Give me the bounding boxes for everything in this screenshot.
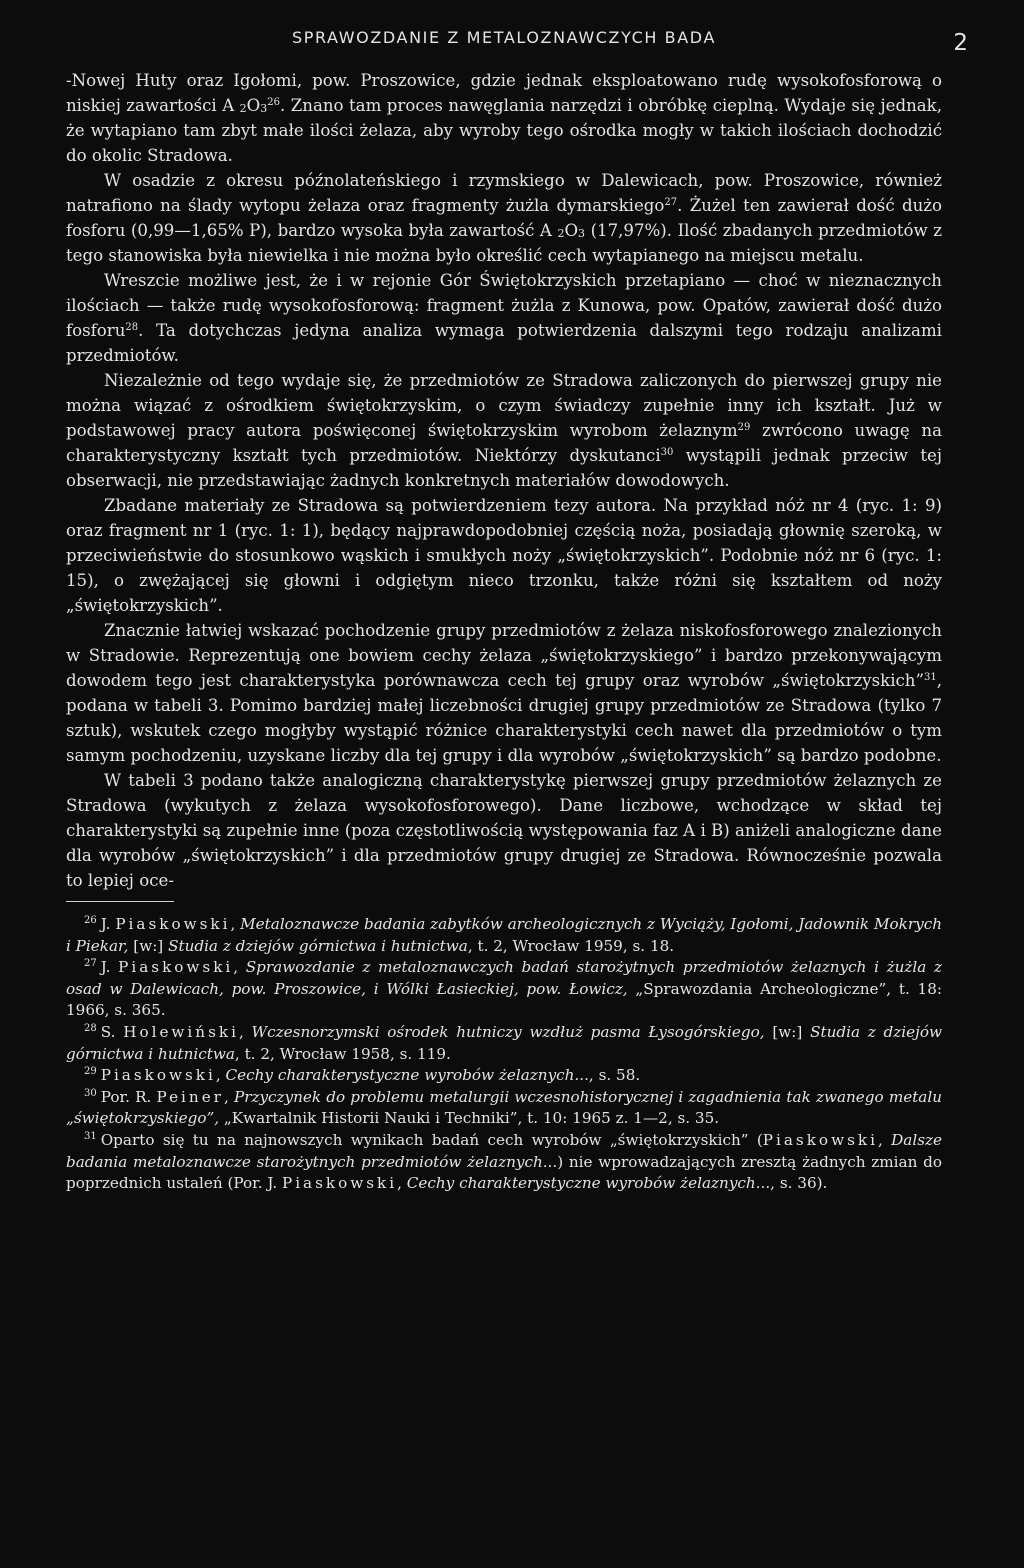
p1-subscript: 2 (239, 102, 247, 115)
footnotes (66, 914, 942, 1195)
footnote-author-prefix: S. (100, 1022, 124, 1041)
footnote-title: Przyczynek do problemu metalurgii wczesnohistorycznej i zagadnienia tak zwanego metalu „świętokrzyskiego”, (66, 1087, 943, 1128)
footnote-number: 31 (84, 1130, 97, 1142)
footnote-number: 28 (84, 1022, 97, 1034)
footnote-number: 30 (84, 1087, 97, 1099)
footnote-tail: , s. 36). (770, 1174, 828, 1193)
paragraph-7: W tabeli 3 podano także analogiczną charakterystykę pierwszej grupy przedmiotów żelaznych ze Stradowa (wykutych z żelaza wysokofosforowego). Dane liczbowe, wchodzące w skład tej charakterystyki są zupełnie inne (poza częstotliwością występowania faz A i B) aniżeli analogiczne dane dla wyrobów „świętokrzyskich” i dla przedmiotów grupy drugiej ze Stradowa. Równocześnie pozwala to lepiej oce- (66, 771, 942, 890)
footnote-28 (66, 1022, 942, 1065)
footnote-author-prefix: Por. R. (100, 1087, 157, 1106)
footnote-ref-31: 31 (923, 672, 937, 683)
footnote-separator: , (238, 1022, 252, 1041)
footnote-divider (66, 901, 174, 902)
p2-text-d: (17,97%). Ilość zbadanych przedmiotów z tego stanowiska była niewielka i nie można było określić cech wytapianego na miejscu metalu. (66, 221, 942, 265)
footnote-number: 27 (84, 958, 97, 970)
footnote-title: Dalsze badania metaloznawcze starożytnych przedmiotów żelaznych... (66, 1130, 942, 1171)
footnote-author: Holewiński (123, 1022, 239, 1041)
p4-text-c: wystąpili jednak przeciw tej obserwacji, nie przedstawiając żadnych konkretnych materiałów dowodowych. (66, 446, 943, 490)
footnote-series: Studia z dziejów górnictwa i hutnictwa (66, 1022, 942, 1063)
footnote-author: Peiner (156, 1087, 224, 1106)
footnote-mid: ) nie wprowadzających zresztą żadnych zmian do poprzednich ustaleń (Por. J. (66, 1152, 942, 1193)
paragraph-5: Zbadane materiały ze Stradowa są potwierdzeniem tezy autora. Na przykład nóż nr 4 (ryc. 1: 9) oraz fragment nr 1 (ryc. 1: 1), będący najprawdopodobniej częścią noża, posiadają głownię szeroką, w przeciwieństwie do stosunkowo wąskich i smukłych noży „świętokrzyskich”. Podobnie nóż nr 6 (ryc. 1: 15), o zwężającej się głowni i odgiętym nieco trzonku, także różni się kształtem od noży „świętokrzyskich”. (66, 496, 942, 615)
p2-subscript-2: 3 (578, 227, 586, 240)
footnote-ref-27: 27 (664, 197, 678, 208)
page-number: 2 (953, 30, 968, 56)
footnote-27 (66, 957, 942, 1022)
p1-subscript-2: 3 (260, 102, 268, 115)
footnote-26 (66, 914, 942, 957)
footnote-ref-29: 29 (737, 422, 751, 433)
paragraph-1 (66, 68, 942, 168)
footnote-30 (66, 1087, 942, 1130)
footnote-author: Piaskowski (100, 1066, 216, 1085)
paragraph-3 (66, 268, 942, 368)
footnote-tail: , t. 2, Wrocław 1958, s. 119. (234, 1044, 451, 1063)
p4-text-b: zwrócono uwagę na charakterystyczny kształt tych przedmiotów. Niektórzy dyskutanci (66, 421, 942, 465)
p2-text-b: . Żużel ten zawierał dość dużo fosforu (0,99—1,65% P), bardzo wysoka była zawartość A (66, 196, 942, 240)
p1-text-a: -Nowej Huty oraz Igołomi, pow. Proszowice, gdzie jednak eksploatowano rudę wysokofosforową o niskiej zawartości A (66, 71, 942, 115)
footnote-29 (66, 1065, 942, 1087)
footnote-ref-28: 28 (125, 322, 139, 333)
p2-text-a: W osadzie z okresu późnolateńskiego i rzymskiego w Dalewicach, pow. Proszowice, również natrafiono na ślady wytopu żelaza oraz fragmenty żużla dymarskiego (66, 171, 942, 215)
footnote-tail: , t. 2, Wrocław 1959, s. 18. (467, 936, 675, 955)
footnote-separator: , (877, 1130, 892, 1149)
running-head: SPRAWOZDANIE Z METALOZNAWCZYCH BADA (291, 28, 716, 47)
paragraph-2 (66, 168, 942, 268)
p6-text-b: , podana w tabeli 3. Pomimo bardziej małej liczebności drugiej grupy przedmiotów ze Stradowa (tylko 7 sztuk), wskutek czego mogłyby wystąpić różnice charakterystyki cech nawet dla przedmiotów o tym samym pochodzeniu, uzyskane liczby dla tej grupy i dla wyrobów „świętokrzyskich” są bardzo podobne. (66, 671, 942, 765)
p2-text-c: O (564, 221, 579, 240)
p1-text-c: . Znano tam proces nawęglania narzędzi i obróbkę cieplną. Wydaje się jednak, że wytapiano tam zbyt małe ilości żelaza, aby wyroby tego ośrodka mogły w takich ilościach dochodzić do okolic Stradowa. (66, 96, 942, 165)
footnote-separator: , (215, 1066, 226, 1085)
p3-text-b: . Ta dotychczas jedyna analiza wymaga potwierdzenia dalszymi tego rodzaju analizami przedmiotów. (66, 321, 942, 365)
page-header (66, 24, 968, 68)
footnote-tail: „Sprawozdania Archeologiczne”, t. 18: 1966, s. 365. (66, 979, 942, 1020)
footnote-author: Piaskowski (762, 1130, 878, 1149)
p6-text-a: Znacznie łatwiej wskazać pochodzenie grupy przedmiotów z żelaza niskofosforowego znalezionych w Stradowie. Reprezentują one bowiem cechy żelaza „świętokrzyskiego” i bardzo przekonywającym dowodem tego jest charakterystyka porównawcza cech tej grupy oraz wyrobów „świętokrzyskich” (66, 621, 942, 690)
footnote-title: Sprawozdanie z metaloznawczych badań starożytnych przedmiotów żelaznych i żużla z osad w Dalewicach, pow. Proszowice, i Wólki Łasieckiej, pow. Łowicz, (66, 958, 942, 998)
footnote-in: [w:] (764, 1022, 811, 1041)
footnote-separator-2: , (397, 1174, 407, 1193)
footnote-ref-26: 26 (267, 97, 281, 108)
footnote-number: 29 (84, 1066, 97, 1078)
footnote-author: Piaskowski (118, 958, 234, 977)
footnote-number: 26 (84, 915, 97, 926)
footnote-title: Cechy charakterystyczne wyrobów żelaznych... (225, 1066, 589, 1085)
footnote-ref-30: 30 (660, 447, 674, 458)
body-text (66, 68, 942, 893)
p3-text-a: Wreszcie możliwe jest, że i w rejonie Gór Świętokrzyskich przetapiano — choć w nieznacznych ilościach — także rudę wysokofosforową: fragment żużla z Kunowa, pow. Opatów, zawierał dość dużo fosforu (66, 271, 942, 340)
footnote-pre: Oparto się tu na najnowszych wynikach badań cech wyrobów „świętokrzyskich” ( (100, 1130, 763, 1149)
footnote-title-2: Cechy charakterystyczne wyrobów żelaznych... (406, 1174, 771, 1193)
p4-text-a: Niezależnie od tego wydaje się, że przedmiotów ze Stradowa zaliczonych do pierwszej grupy nie można wiązać z ośrodkiem świętokrzyskim, o czym świadczy zupełnie inny ich kształt. Już w podstawowej pracy autora poświęconej świętokrzyskim wyrobom żelaznym (66, 371, 942, 440)
footnote-author: Piaskowski (115, 915, 231, 933)
footnote-tail: , s. 58. (588, 1066, 641, 1085)
footnote-separator: , (223, 1087, 234, 1106)
footnote-in: [w:] (128, 936, 169, 955)
footnote-title: Metaloznawcze badania zabytków archeologicznych z Wyciąży, Igołomi, Jadownik Mokrych i Piekar, (66, 915, 942, 955)
p2-subscript: 2 (557, 227, 565, 240)
footnote-31 (66, 1130, 942, 1195)
document-page (66, 24, 968, 1195)
footnote-author-prefix: J. (100, 915, 116, 933)
footnote-title: Wczesnorzymski ośrodek hutniczy wzdłuż pasma Łysogórskiego, (251, 1022, 765, 1041)
paragraph-4 (66, 368, 942, 493)
paragraph-6 (66, 618, 942, 768)
footnote-tail: „Kwartalnik Historii Nauki i Techniki”, t. 10: 1965 z. 1—2, s. 35. (219, 1109, 720, 1128)
p1-text-b: O (246, 96, 261, 115)
footnote-separator: , (233, 958, 246, 977)
footnote-separator: , (230, 915, 241, 933)
footnote-author-2: Piaskowski (281, 1174, 398, 1193)
footnote-series: Studia z dziejów górnictwa i hutnictwa (168, 936, 468, 955)
footnote-author-prefix: J. (100, 958, 119, 977)
